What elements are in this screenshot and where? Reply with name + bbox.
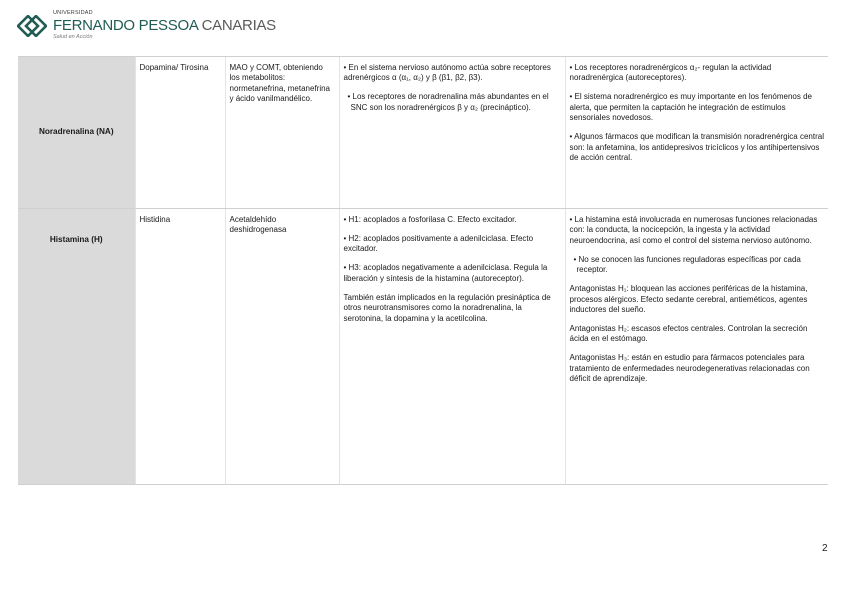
- logo-name-secondary: CANARIAS: [201, 16, 276, 34]
- receptors-cell: [339, 57, 565, 209]
- function-note: • Algunos fármacos que modifican la transmisión noradrenérgica central son: la anfetamina, los antidepresivos tricíclicos y los antihipertensivos de acción central.: [569, 132, 824, 163]
- logo-tagline: Salud en Acción: [53, 33, 93, 40]
- row-header-histamina: Histamina (H): [18, 209, 135, 485]
- function-note: Antagonistas H₃: están en estudio para fármacos potenciales para tratamiento de enfermedades neurodegenerativas relacionadas con déficit de aprendizaje.: [569, 353, 810, 384]
- function-note: • El sistema noradrenérgico es muy importante en los fenómenos de alerta, que permiten la captación he integración de estímulos sensoriales novedosos.: [569, 92, 812, 123]
- university-logo: [17, 11, 276, 40]
- functions-cell: [565, 209, 828, 485]
- precursor-cell: Histidina: [135, 209, 225, 485]
- table-row-histamina: [18, 209, 828, 485]
- functions-cell: [565, 57, 828, 209]
- function-note: • Los receptores noradrenérgicos α₂- regulan la actividad noradrenérgica (autoreceptores).: [569, 63, 772, 83]
- function-note: • La histamina está involucrada en numerosas funciones relacionadas con: la conducta, la nocicepción, la ingesta y la actividad neuroendocrina, así como el control del sistema nervioso autónomo.: [569, 215, 818, 245]
- page-number: 2: [822, 543, 828, 554]
- receptors-cell: [339, 209, 565, 485]
- receptor-note: • H3: acoplados negativamente a adenilciclasa. Regula la liberación y síntesis de la histamina (autoreceptor).: [343, 263, 548, 283]
- receptor-note: También están implicados en la regulación presináptica de otros neurotransmisores como la noradrenalina, la serotonina, la dopamina y la acetilcolina.: [343, 292, 551, 323]
- logo-university-name: [53, 18, 276, 33]
- table-row-noradrenalina: [18, 57, 828, 209]
- precursor-cell: Dopamina/ Tirosina: [135, 57, 225, 209]
- receptor-note: • En el sistema nervioso autónomo actúa sobre receptores adrenérgicos α (α₁, α₂) y β (β1, β2, β3).: [343, 63, 551, 83]
- receptor-note: • Los receptores de noradrenalina más abundantes en el SNC son los noradrenérgicos β y α₂ (precináptico).: [347, 92, 549, 112]
- degradation-cell: MAO y COMT, obteniendo los metabolitos: normetanefrina, metanefrina y ácido vanilmandélico.: [225, 57, 339, 209]
- logo-name-main: FERNANDO PESSOA: [53, 16, 198, 34]
- receptor-note: • H2: acoplados positivamente a adenilciclasa. Efecto excitador.: [343, 234, 534, 254]
- logo-university-label: UNIVERSIDAD: [53, 10, 93, 16]
- function-note: • No se conocen las funciones reguladoras específicas por cada receptor.: [573, 254, 801, 275]
- receptor-note: • H1: acoplados a fosforilasa C. Efecto excitador.: [343, 215, 517, 224]
- logo-icon: [17, 15, 47, 37]
- degradation-cell: Acetaldehído deshidrogenasa: [225, 209, 339, 485]
- neurotransmitter-table: [18, 56, 828, 485]
- function-note: Antagonistas H₁: bloquean las acciones periféricas de la histamina, procesos alérgicos. Efecto sedante cerebral, antieméticos, agentes inductores del sueño.: [569, 284, 808, 315]
- row-header-noradrenalina: Noradrenalina (NA): [18, 57, 135, 209]
- function-note: Antagonistas H₂: escasos efectos centrales. Controlan la secreción ácida en el estómago.: [569, 324, 808, 344]
